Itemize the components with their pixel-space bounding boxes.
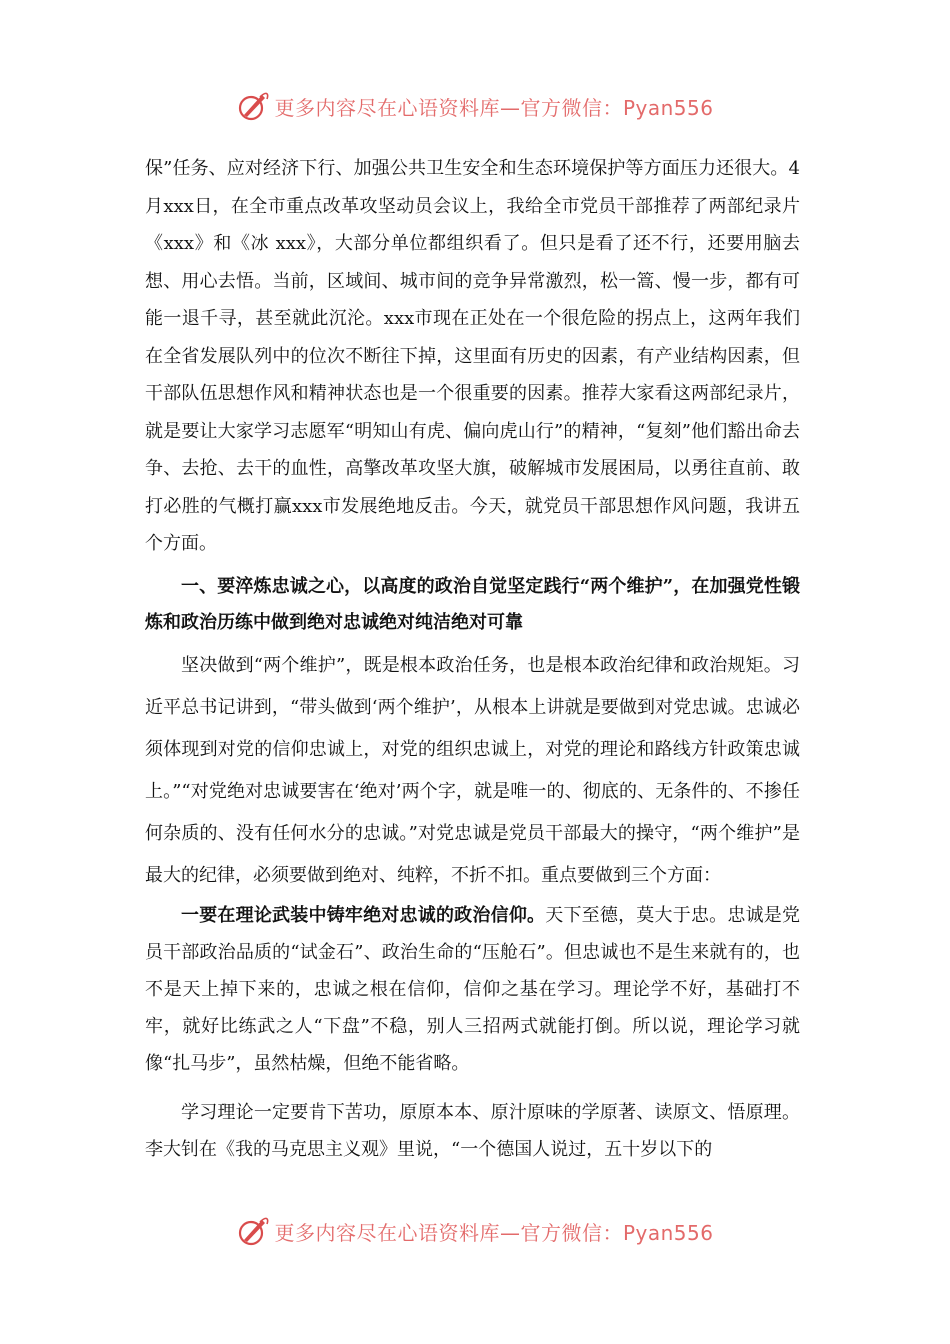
watermark-text: 更多内容尽在心语资料库—官方微信：Pyan556 (274, 1220, 714, 1245)
paragraph-lead-bold: 一要在理论武装中铸牢绝对忠诚的政治信仰。 (181, 904, 546, 926)
section-heading-1: 一、要淬炼忠诚之心，以高度的政治自觉坚定践行“两个维护”，在加强党性锻炼和政治历练中做到绝对忠诚绝对纯洁绝对可靠 (145, 575, 800, 633)
watermark-header (0, 84, 950, 128)
document-body (145, 150, 800, 1168)
watermark-footer (0, 1209, 950, 1253)
watermark-text: 更多内容尽在心语资料库—官方微信：Pyan556 (274, 95, 714, 120)
paragraph-study-theory: 学习理论一定要肯下苦功，原原本本、原汁原味的学原著、读原文、悟原理。李大钊在《我的马克思主义观》里说，“一个德国人说过，五十岁以下的 (145, 1101, 800, 1160)
paragraph-intro: 保”任务、应对经济下行、加强公共卫生安全和生态环境保护等方面压力还很大。4月xxx日，在全市重点改革攻坚动员会议上，我给全市党员干部推荐了两部纪录片《xxx》和《冰 xxx》，大部分单位都组织看了。但只是看了还不行，还要用脑去想、用心去悟。当前，区域间、城市间的竞争异常激烈，松一篙、慢一步，都有可能一退千寻，甚至就此沉沦。xxx市现在正处在一个很危险的拐点上，这两年我们在全省发展队列中的位次不断往下掉，这里面有历史的因素，有产业结构因素，但干部队伍思想作风和精神状态也是一个很重要的因素。推荐大家看这两部纪录片，就是要让大家学习志愿军“明知山有虎、偏向虎山行”的精神，“复刻”他们豁出命去争、去抢、去干的血性，高擎改革攻坚大旗，破解城市发展困局，以勇往直前、敢打必胜的气概打赢xxx市发展绝地反击。今天，就党员干部思想作风问题，我讲五个方面。 (145, 158, 800, 554)
paragraph-two-safeguards: 坚决做到“两个维护”，既是根本政治任务，也是根本政治纪律和政治规矩。习近平总书记讲到，“带头做到‘两个维护’，从根本上讲就是要做到对党忠诚。忠诚必须体现到对党的信仰忠诚上，对党的组织忠诚上，对党的理论和路线方针政策忠诚上。”“对党绝对忠诚要害在‘绝对’两个字，就是唯一的、彻底的、无条件的、不掺任何杂质的、没有任何水分的忠诚。”对党忠诚是党员干部最大的操守，“两个维护”是最大的纪律，必须要做到绝对、纯粹，不折不扣。重点要做到三个方面： (145, 654, 800, 886)
paragraph-lead-rest: 天下至德，莫大于忠。忠诚是党员干部政治品质的“试金石”、政治生命的“压舱石”。但忠诚也不是生来就有的，也不是天上掉下来的，忠诚之根在信仰，信仰之基在学习。理论学不好，基础打不牢，就好比练武之人“下盘”不稳，别人三招两式就能打倒。所以说，理论学习就像“扎马步”，虽然枯燥，但绝不能省略。 (145, 904, 801, 1074)
quill-logo-icon (236, 89, 270, 123)
quill-logo-icon (236, 1214, 270, 1248)
paragraph-theory-armament (145, 897, 800, 1082)
